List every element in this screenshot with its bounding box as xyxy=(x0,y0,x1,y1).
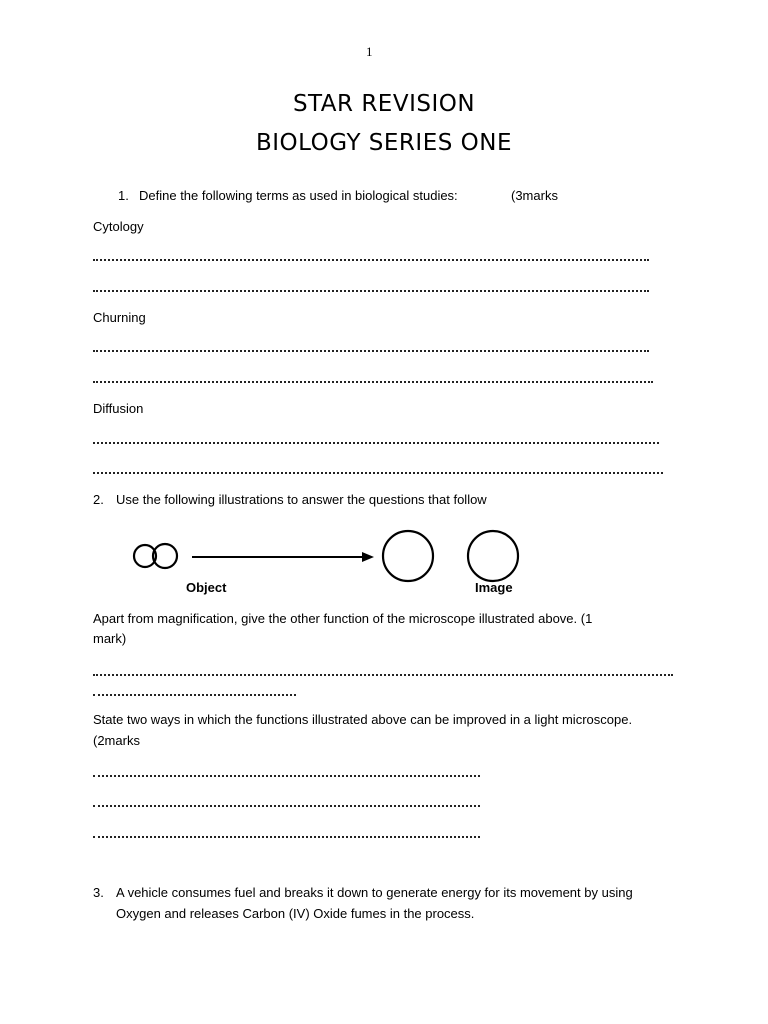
answer-line[interactable] xyxy=(93,775,480,777)
answer-line[interactable] xyxy=(93,694,296,696)
answer-line[interactable] xyxy=(93,290,649,292)
answer-line[interactable] xyxy=(93,836,480,838)
answer-line[interactable] xyxy=(93,442,659,444)
term-diffusion: Diffusion xyxy=(93,401,144,416)
title-line-2: BIOLOGY SERIES ONE xyxy=(256,130,512,156)
term-cytology: Cytology xyxy=(93,219,144,234)
q1-number: 1. xyxy=(118,188,129,203)
q3-line-2: Oxygen and releases Carbon (IV) Oxide fumes in the process. xyxy=(116,906,475,921)
page-number: 1 xyxy=(366,44,373,59)
q1-marks: (3marks xyxy=(511,188,558,203)
q2a-line-1: Apart from magnification, give the other function of the microscope illustrated above. (1 xyxy=(93,611,593,626)
image-circle-left xyxy=(383,531,433,581)
q2b-line-1: State two ways in which the functions illustrated above can be improved in a light microscope. xyxy=(93,712,633,727)
answer-line[interactable] xyxy=(93,674,673,676)
q1-text: Define the following terms as used in biological studies: xyxy=(139,188,458,203)
answer-line[interactable] xyxy=(93,350,649,352)
answer-line[interactable] xyxy=(93,259,649,261)
title-line-1: STAR REVISION xyxy=(292,91,476,117)
q3-line-1: A vehicle consumes fuel and breaks it down to generate energy for its movement by using xyxy=(116,885,633,900)
term-churning: Churning xyxy=(93,310,146,325)
answer-line[interactable] xyxy=(93,472,663,474)
q3-number: 3. xyxy=(93,885,104,900)
label-object: Object xyxy=(186,580,227,595)
label-image: Image xyxy=(475,580,513,595)
microscope-resolution-diagram xyxy=(120,525,540,587)
q2a-line-2: mark) xyxy=(93,631,127,646)
q2b-line-2: (2marks xyxy=(93,733,140,748)
answer-line[interactable] xyxy=(93,805,480,807)
image-circle-right xyxy=(468,531,518,581)
q2-text: Use the following illustrations to answer the questions that follow xyxy=(116,492,487,507)
answer-line[interactable] xyxy=(93,381,653,383)
q2-number: 2. xyxy=(93,492,104,507)
arrow-head-icon xyxy=(362,552,374,562)
